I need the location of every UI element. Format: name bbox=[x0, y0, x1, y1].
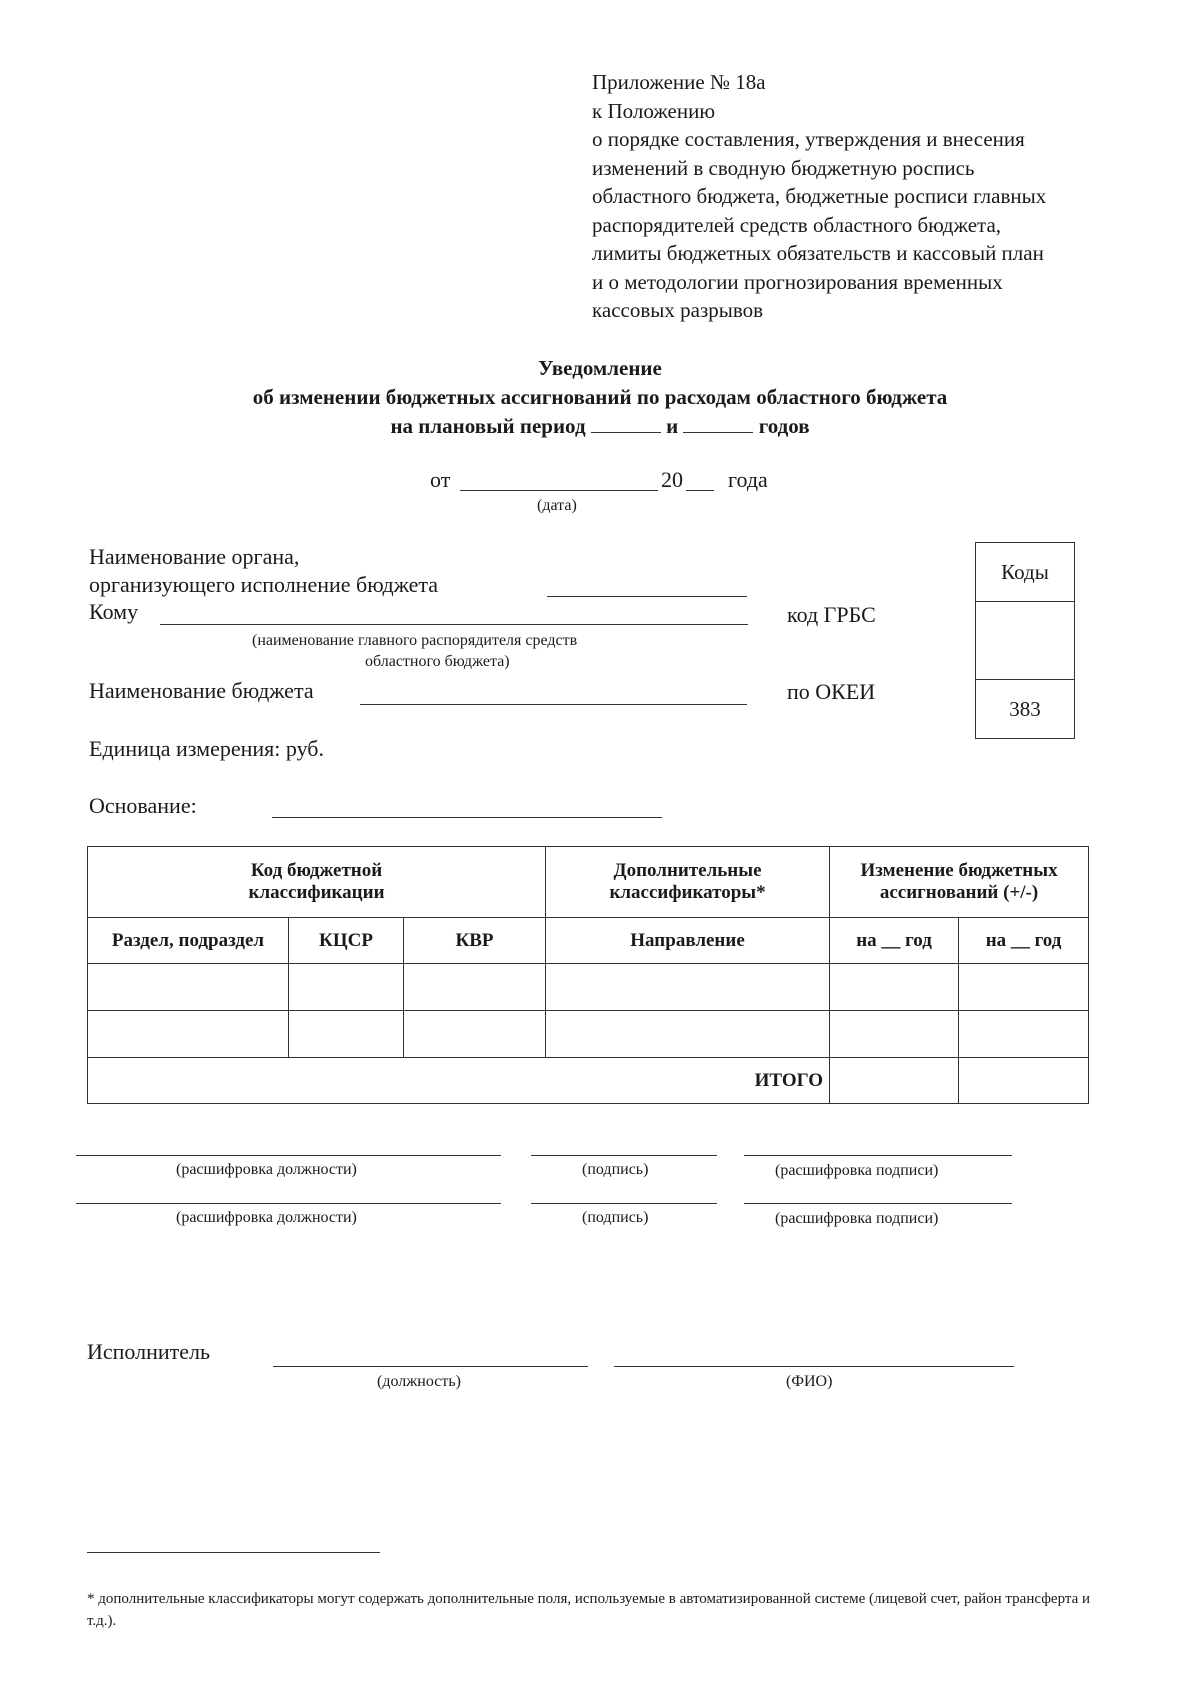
appendix-line: к Положению bbox=[592, 98, 716, 123]
title-line-1: Уведомление bbox=[538, 356, 662, 380]
position-line[interactable] bbox=[76, 1155, 501, 1156]
executor-name-line[interactable] bbox=[614, 1366, 1014, 1367]
grbs-label: код ГРБС bbox=[787, 602, 876, 627]
appendix-header bbox=[592, 68, 1046, 325]
codes-table bbox=[975, 542, 1075, 739]
column-header-kvr: КВР bbox=[404, 918, 546, 964]
executor-label: Исполнитель bbox=[87, 1339, 211, 1364]
date-blank[interactable] bbox=[460, 490, 658, 491]
column-header-direction: Направление bbox=[546, 918, 830, 964]
title-year2-blank[interactable] bbox=[683, 414, 753, 433]
group-header-budget-classification: Код бюджетной классификации bbox=[88, 847, 546, 918]
column-header-year2: на __ год bbox=[959, 918, 1089, 964]
appendix-line: лимиты бюджетных обязательств и кассовый план bbox=[592, 241, 1044, 265]
appendix-line: Приложение № 18а bbox=[592, 70, 766, 94]
to-field[interactable] bbox=[160, 624, 748, 625]
column-header-section: Раздел, подраздел bbox=[88, 918, 289, 964]
date-caption: (дата) bbox=[537, 497, 577, 514]
table-cell[interactable] bbox=[289, 964, 404, 1011]
codes-header: Коды bbox=[976, 543, 1075, 602]
group-header-additional-classifiers: Дополнительные классификаторы* bbox=[546, 847, 830, 918]
total-cell-year2[interactable] bbox=[959, 1058, 1089, 1104]
signature-line[interactable] bbox=[531, 1155, 717, 1156]
to-caption-line1: (наименование главного распорядителя средств bbox=[252, 632, 578, 649]
signature-line[interactable] bbox=[531, 1203, 717, 1204]
org-label-line1: Наименование органа, bbox=[89, 544, 300, 569]
org-label-line2: организующего исполнение бюджета bbox=[89, 572, 439, 597]
executor-name-caption: (ФИО) bbox=[786, 1373, 833, 1390]
total-row bbox=[88, 1058, 1089, 1104]
table-cell[interactable] bbox=[959, 964, 1089, 1011]
signature-decode-caption: (расшифровка подписи) bbox=[775, 1162, 939, 1179]
budget-changes-table bbox=[87, 846, 1089, 1104]
title-line-3 bbox=[0, 412, 1200, 441]
date-year-prefix: 20 bbox=[661, 467, 683, 492]
table-cell[interactable] bbox=[88, 964, 289, 1011]
appendix-line: о порядке составления, утверждения и внесения bbox=[592, 127, 1025, 151]
executor-position-caption: (должность) bbox=[377, 1373, 461, 1390]
basis-field[interactable] bbox=[272, 817, 662, 818]
budget-name-label: Наименование бюджета bbox=[89, 678, 314, 703]
signature-decode-line[interactable] bbox=[744, 1203, 1012, 1204]
to-caption-line2: областного бюджета) bbox=[365, 653, 510, 670]
group-header-allocation-change: Изменение бюджетных ассигнований (+/-) bbox=[830, 847, 1089, 918]
date-suffix: года bbox=[728, 467, 768, 492]
column-header-kcsr: КЦСР bbox=[289, 918, 404, 964]
table-cell[interactable] bbox=[289, 1011, 404, 1058]
table-row bbox=[88, 1011, 1089, 1058]
okei-code-cell: 383 bbox=[976, 680, 1075, 739]
to-label: Кому bbox=[89, 599, 139, 624]
executor-position-line[interactable] bbox=[273, 1366, 588, 1367]
signature-decode-caption: (расшифровка подписи) bbox=[775, 1210, 939, 1227]
grbs-code-cell[interactable] bbox=[976, 602, 1075, 680]
table-cell[interactable] bbox=[404, 964, 546, 1011]
footnote-separator bbox=[87, 1552, 380, 1553]
table-cell[interactable] bbox=[546, 964, 830, 1011]
title-year1-blank[interactable] bbox=[591, 414, 661, 433]
unit-label: Единица измерения: руб. bbox=[89, 736, 324, 761]
okei-label: по ОКЕИ bbox=[787, 679, 876, 704]
org-field[interactable] bbox=[547, 596, 747, 597]
table-row bbox=[88, 964, 1089, 1011]
signature-caption: (подпись) bbox=[582, 1161, 649, 1178]
position-caption: (расшифровка должности) bbox=[176, 1209, 357, 1226]
total-cell-year1[interactable] bbox=[830, 1058, 959, 1104]
table-cell[interactable] bbox=[404, 1011, 546, 1058]
signature-decode-line[interactable] bbox=[744, 1155, 1012, 1156]
budget-name-field[interactable] bbox=[360, 704, 747, 705]
appendix-line: распорядителей средств областного бюджета, bbox=[592, 212, 1002, 237]
total-label: ИТОГО bbox=[88, 1058, 830, 1104]
title-and: и bbox=[666, 414, 679, 438]
signature-caption: (подпись) bbox=[582, 1209, 649, 1226]
position-line[interactable] bbox=[76, 1203, 501, 1204]
title-line-2: об изменении бюджетных ассигнований по расходам областного бюджета bbox=[252, 385, 948, 409]
title-period-label: на плановый период bbox=[390, 414, 586, 438]
appendix-line: областного бюджета, бюджетные росписи главных bbox=[592, 184, 1047, 208]
title-years-label: годов bbox=[758, 414, 810, 438]
position-caption: (расшифровка должности) bbox=[176, 1161, 357, 1178]
table-cell[interactable] bbox=[959, 1011, 1089, 1058]
table-cell[interactable] bbox=[88, 1011, 289, 1058]
table-cell[interactable] bbox=[830, 964, 959, 1011]
date-prefix: от bbox=[430, 467, 451, 492]
appendix-line: изменений в сводную бюджетную роспись bbox=[592, 155, 975, 180]
document-title bbox=[0, 354, 1200, 441]
appendix-line: кассовых разрывов bbox=[592, 298, 764, 322]
column-header-year1: на __ год bbox=[830, 918, 959, 964]
table-cell[interactable] bbox=[830, 1011, 959, 1058]
basis-label: Основание: bbox=[89, 793, 197, 818]
table-cell[interactable] bbox=[546, 1011, 830, 1058]
appendix-line: и о методологии прогнозирования временных bbox=[592, 269, 1003, 294]
date-year-blank[interactable] bbox=[686, 490, 714, 491]
footnote: * дополнительные классификаторы могут содержать дополнительные поля, используемые в автоматизированной системе (лицевой счет, район трансферта и т.д.). bbox=[87, 1591, 1091, 1629]
